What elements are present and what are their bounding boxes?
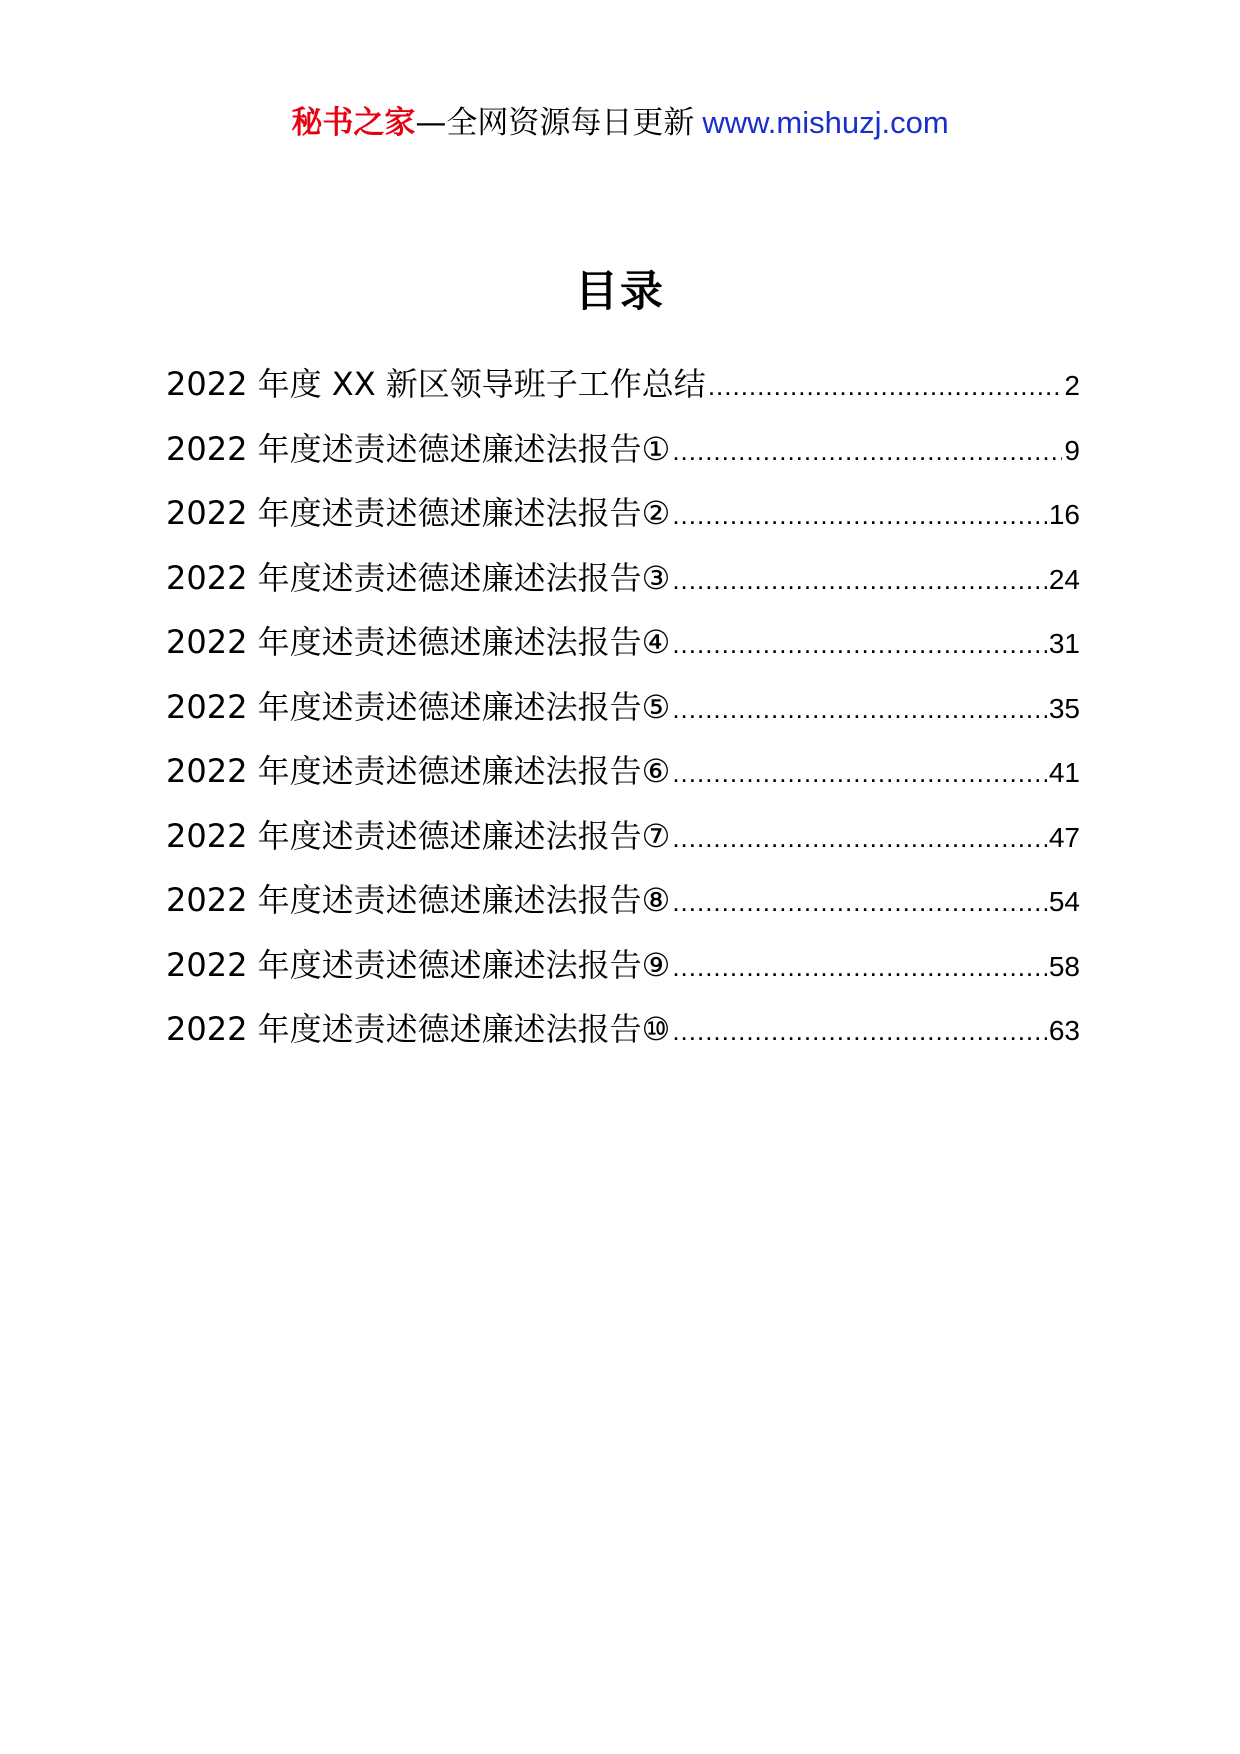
toc-page-number: 24 <box>1048 563 1080 595</box>
header-tagline: —全网资源每日更新 <box>415 105 695 141</box>
brand-name: 秘书之家 <box>291 105 416 141</box>
toc-page-number: 9 <box>1064 434 1080 466</box>
toc-entry-title: 2022 年度述责述德述廉述法报告② <box>166 494 671 532</box>
toc-entry-title: 2022 年度述责述德述廉述法报告④ <box>166 623 671 661</box>
toc-page-number: 31 <box>1048 628 1080 659</box>
toc-entry[interactable] <box>166 814 1080 879</box>
toc-page-number: 54 <box>1048 886 1080 917</box>
toc-dot-leader <box>672 751 1047 795</box>
toc-dot-leader <box>708 364 1063 408</box>
toc-entry[interactable] <box>166 491 1080 556</box>
table-of-contents <box>166 362 1080 1072</box>
website-link[interactable]: www.mishuzj.com <box>702 105 949 140</box>
toc-entry[interactable] <box>166 943 1080 1008</box>
page-header <box>0 100 1240 146</box>
toc-page-number: 16 <box>1048 499 1080 530</box>
toc-page-number: 58 <box>1048 950 1080 982</box>
toc-entry[interactable] <box>166 556 1080 621</box>
toc-dot-leader <box>672 622 1047 666</box>
toc-entry-title: 2022 年度述责述德述廉述法报告⑧ <box>166 881 671 919</box>
toc-entry-title: 2022 年度述责述德述廉述法报告⑤ <box>166 687 671 726</box>
toc-page-number: 47 <box>1048 821 1080 853</box>
toc-page-number: 2 <box>1064 370 1080 401</box>
toc-entry[interactable] <box>166 878 1080 943</box>
toc-entry[interactable] <box>166 749 1080 814</box>
toc-entry-title: 2022 年度述责述德述廉述法报告③ <box>166 558 671 597</box>
toc-entry-title: 2022 年度 XX 新区领导班子工作总结 <box>166 365 706 403</box>
toc-page-number: 35 <box>1048 692 1080 724</box>
toc-entry[interactable] <box>166 1007 1080 1072</box>
toc-title: 目录 <box>575 267 665 317</box>
toc-entry[interactable] <box>166 427 1080 492</box>
toc-entry-title: 2022 年度述责述德述廉述法报告⑥ <box>166 752 671 790</box>
toc-entry-title: 2022 年度述责述德述廉述法报告⑩ <box>166 1010 671 1048</box>
toc-entry-title: 2022 年度述责述德述廉述法报告⑦ <box>166 816 671 855</box>
toc-page-number: 41 <box>1048 757 1080 788</box>
toc-dot-leader <box>672 880 1047 924</box>
toc-dot-leader <box>672 816 1047 860</box>
toc-dot-leader <box>672 1009 1047 1053</box>
toc-entry[interactable] <box>166 685 1080 750</box>
toc-page-number: 63 <box>1048 1015 1080 1046</box>
toc-dot-leader <box>672 558 1047 602</box>
toc-dot-leader <box>672 429 1062 473</box>
toc-dot-leader <box>672 945 1047 989</box>
toc-dot-leader <box>672 493 1047 537</box>
toc-entry[interactable] <box>166 620 1080 685</box>
toc-entry-title: 2022 年度述责述德述廉述法报告① <box>166 429 671 468</box>
toc-entry[interactable] <box>166 362 1080 427</box>
toc-dot-leader <box>672 687 1047 731</box>
toc-entry-title: 2022 年度述责述德述廉述法报告⑨ <box>166 945 671 984</box>
